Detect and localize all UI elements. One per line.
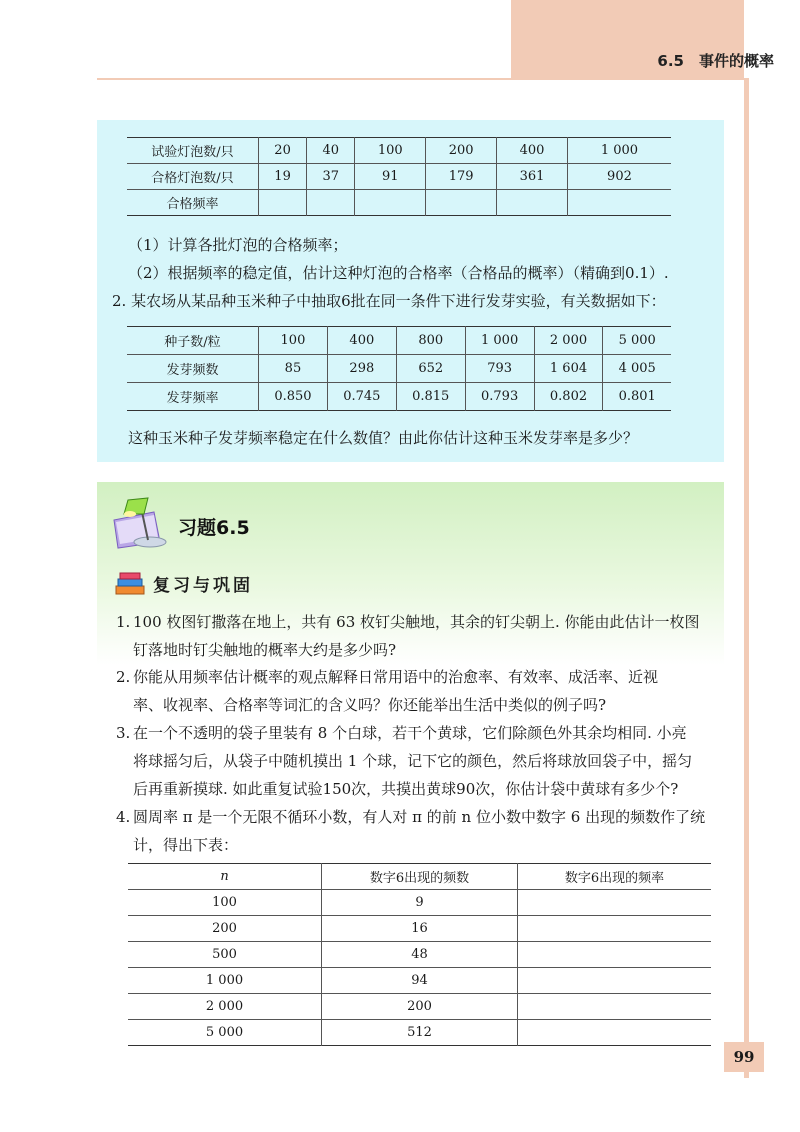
q2-question: 这种玉米种子发芽频率稳定在什么数值？由此你估计这种玉米发芽率是多少？ xyxy=(128,429,639,447)
bulb-table-cell: 1 000 xyxy=(567,138,671,164)
review-heading: 复习与巩固 xyxy=(153,576,253,596)
q2-intro: 2. 某农场从某品种玉米种子中抽取6批在同一条件下进行发芽实验，有关数据如下： xyxy=(112,292,666,310)
bulb-table-cell: 19 xyxy=(259,164,307,190)
seed-table-cell: 发芽频数 xyxy=(127,355,259,383)
bulb-table-cell: 91 xyxy=(355,164,426,190)
problem-line xyxy=(116,608,716,636)
bulb-table-cell: 400 xyxy=(497,138,568,164)
pi-table-cell xyxy=(518,916,712,942)
seed-table-cell: 793 xyxy=(465,355,534,383)
q1-part1: （1）计算各批灯泡的合格频率； xyxy=(128,236,348,254)
books-icon xyxy=(112,572,148,598)
bulb-table-row xyxy=(127,190,671,216)
problem-number: 1. xyxy=(116,613,131,631)
seed-table-cell: 85 xyxy=(259,355,328,383)
problem-text: 你能从用频率估计概率的观点解释日常用语中的治愈率、有效率、成活率、近视 xyxy=(133,668,659,686)
problem-line: 计，得出下表： xyxy=(133,836,239,854)
seed-table-cell: 种子数/粒 xyxy=(127,327,259,355)
bulb-table-cell: 100 xyxy=(355,138,426,164)
pi-table-cell xyxy=(518,968,712,994)
pi-table-header-cell: 数字6出现的频率 xyxy=(518,864,712,890)
problem-number: 2. xyxy=(116,668,131,686)
header-rule xyxy=(97,78,744,80)
problem-line xyxy=(116,663,716,691)
seed-table-cell: 0.850 xyxy=(259,383,328,411)
problem-line: 钉落地时钉尖触地的概率大约是多少吗? xyxy=(133,641,397,659)
pi-table-cell: 9 xyxy=(322,890,518,916)
pi-table-cell: 16 xyxy=(322,916,518,942)
problem-item xyxy=(116,719,716,803)
seed-table-cell: 0.802 xyxy=(534,383,603,411)
pi-table-row xyxy=(128,994,711,1020)
pi-table-cell: 512 xyxy=(322,1020,518,1046)
section-title: 6.5 事件的概率 xyxy=(657,52,774,70)
seed-table-cell: 400 xyxy=(327,327,396,355)
bulb-table-cell: 40 xyxy=(307,138,355,164)
problem-line: 将球摇匀后，从袋子中随机摸出 1 个球，记下它的颜色，然后将球放回袋子中，摇匀 xyxy=(133,752,693,770)
problem-line: 率、收视率、合格率等词汇的含义吗？你还能举出生活中类似的例子吗? xyxy=(133,696,607,714)
pi-table-row xyxy=(128,968,711,994)
problem-item xyxy=(116,608,716,664)
pi-table-cell: 500 xyxy=(128,942,322,968)
pi-table-cell: 94 xyxy=(322,968,518,994)
pi-table-cell xyxy=(518,942,712,968)
bulb-table-cell: 合格灯泡数/只 xyxy=(127,164,259,190)
problem-number: 3. xyxy=(116,724,131,742)
pi-table-header-cell: n xyxy=(128,864,322,890)
desk-lamp-icon xyxy=(108,490,174,552)
problem-text: 100 枚图钉撒落在地上，共有 63 枚钉尖触地，其余的钉尖朝上. 你能由此估计一枚图 xyxy=(133,613,700,631)
pi-table-row xyxy=(128,916,711,942)
bulb-table-row xyxy=(127,138,671,164)
seed-table xyxy=(127,326,671,411)
seed-table-cell: 5 000 xyxy=(603,327,671,355)
bulb-table-cell: 20 xyxy=(259,138,307,164)
bulb-table-cell xyxy=(497,190,568,216)
pi-table-cell: 48 xyxy=(322,942,518,968)
pi-table-cell: 200 xyxy=(322,994,518,1020)
bulb-table-cell: 200 xyxy=(426,138,497,164)
problem-item xyxy=(116,803,716,859)
bulb-table-cell xyxy=(355,190,426,216)
q1-part2: （2）根据频率的稳定值，估计这种灯泡的合格率（合格品的概率）（精确到0.1）. xyxy=(128,264,669,282)
pi-table-row xyxy=(128,890,711,916)
seed-table-cell: 0.745 xyxy=(327,383,396,411)
pi-table-header-cell: 数字6出现的频数 xyxy=(322,864,518,890)
bulb-table-cell: 试验灯泡数/只 xyxy=(127,138,259,164)
page-number: 99 xyxy=(724,1042,764,1072)
bulb-table-cell: 合格频率 xyxy=(127,190,259,216)
pi-table-row xyxy=(128,1020,711,1046)
problem-item xyxy=(116,663,716,719)
problem-number: 4. xyxy=(116,808,131,826)
pi-table-cell: 100 xyxy=(128,890,322,916)
pi-table-cell: 5 000 xyxy=(128,1020,322,1046)
bulb-table-cell xyxy=(259,190,307,216)
problem-text: 在一个不透明的袋子里装有 8 个白球，若干个黄球，它们除颜色外其余均相同. 小亮 xyxy=(133,724,687,742)
seed-table-row xyxy=(127,355,671,383)
seed-table-cell: 800 xyxy=(396,327,465,355)
seed-table-cell: 1 604 xyxy=(534,355,603,383)
problem-line: 后再重新摸球. 如此重复试验150次，共摸出黄球90次，你估计袋中黄球有多少个? xyxy=(133,780,679,798)
pi-table-cell xyxy=(518,994,712,1020)
problem-line xyxy=(116,803,716,831)
seed-table-cell: 298 xyxy=(327,355,396,383)
pi-table-cell: 2 000 xyxy=(128,994,322,1020)
problem-line xyxy=(116,719,716,747)
bulb-table-cell: 37 xyxy=(307,164,355,190)
seed-table-cell: 发芽频率 xyxy=(127,383,259,411)
seed-table-cell: 0.793 xyxy=(465,383,534,411)
exercise-title: 习题6.5 xyxy=(178,517,250,539)
seed-table-cell: 0.815 xyxy=(396,383,465,411)
pi-table-row xyxy=(128,942,711,968)
bulb-table-cell: 179 xyxy=(426,164,497,190)
bulb-table-row xyxy=(127,164,671,190)
pi-table-header-row xyxy=(128,864,711,890)
pi-table-cell: 1 000 xyxy=(128,968,322,994)
bulb-table xyxy=(127,137,671,216)
bulb-table-cell xyxy=(426,190,497,216)
seed-table-row xyxy=(127,383,671,411)
bulb-table-cell xyxy=(307,190,355,216)
bulb-table-cell xyxy=(567,190,671,216)
bulb-table-cell: 361 xyxy=(497,164,568,190)
seed-table-row xyxy=(127,327,671,355)
seed-table-cell: 4 005 xyxy=(603,355,671,383)
bulb-table-cell: 902 xyxy=(567,164,671,190)
side-strip xyxy=(744,78,749,1078)
problem-text: 圆周率 π 是一个无限不循环小数，有人对 π 的前 n 位小数中数字 6 出现的频数作了统 xyxy=(133,808,706,826)
seed-table-cell: 652 xyxy=(396,355,465,383)
pi-table-cell xyxy=(518,890,712,916)
pi-digit-table xyxy=(128,863,711,1046)
pi-table-cell xyxy=(518,1020,712,1046)
seed-table-cell: 1 000 xyxy=(465,327,534,355)
seed-table-cell: 2 000 xyxy=(534,327,603,355)
pi-table-cell: 200 xyxy=(128,916,322,942)
seed-table-cell: 0.801 xyxy=(618,389,656,404)
seed-table-cell: 100 xyxy=(259,327,328,355)
